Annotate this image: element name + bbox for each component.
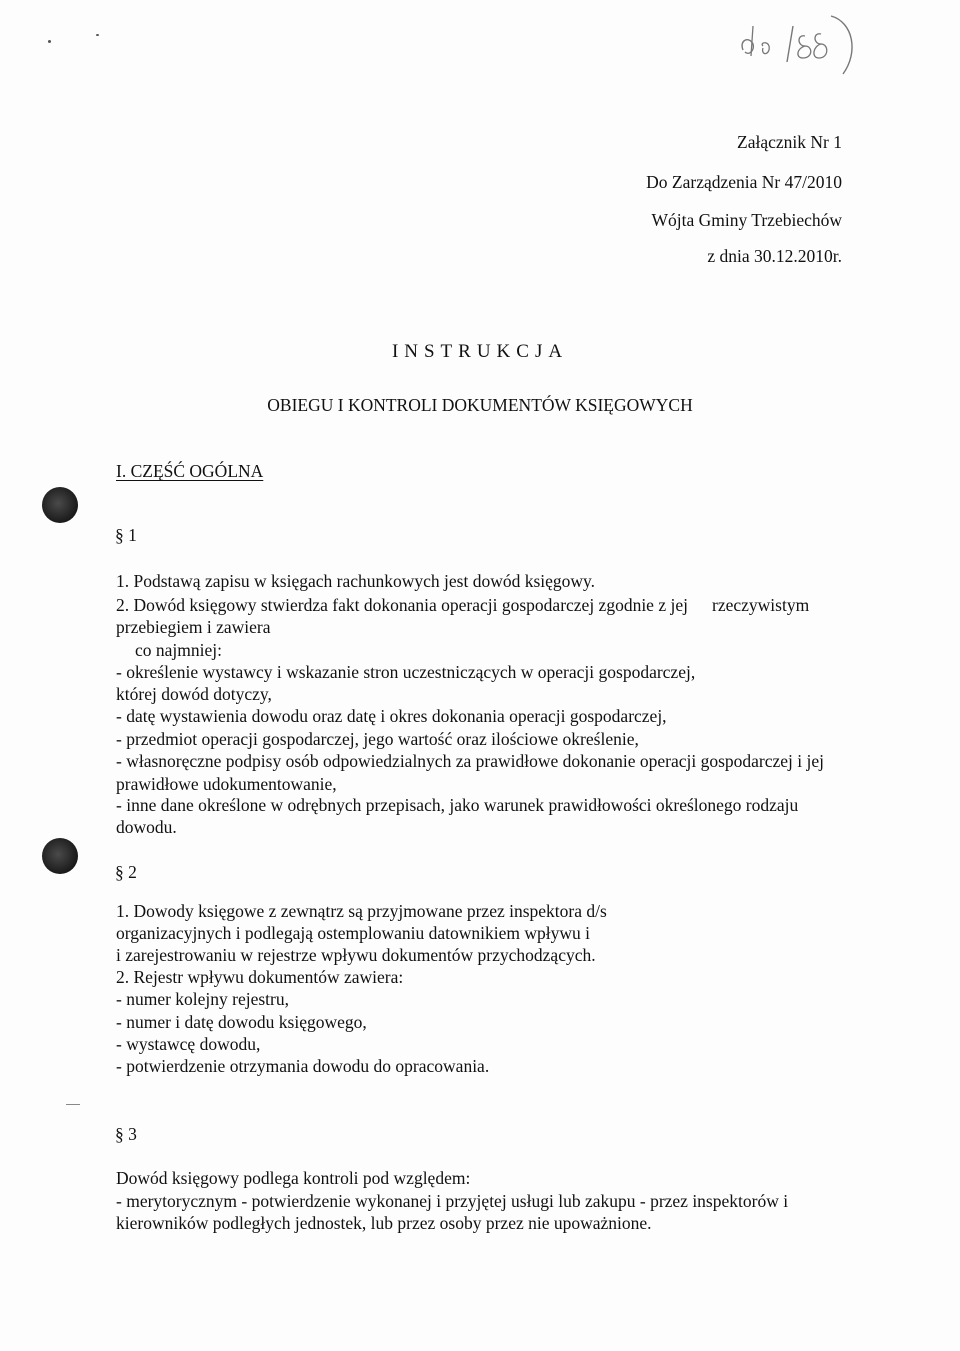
punch-hole (42, 487, 78, 523)
text-line: 1. Podstawą zapisu w księgach rachunkowych jest dowód księgowy. (116, 571, 596, 591)
document-title: INSTRUKCJA (391, 341, 569, 362)
scan-mark (66, 1104, 80, 1105)
text-line: co najmniej: (135, 640, 222, 660)
paragraph-sign: § 3 (115, 1124, 137, 1144)
paragraph-sign: § 2 (115, 862, 137, 882)
text-line: - określenie wystawcy i wskazanie stron uczestniczących w operacji gospodarczej, (116, 662, 696, 682)
text-line: - datę wystawienia dowodu oraz datę i okres dokonania operacji gospodarczej, (116, 706, 667, 726)
text-line: - merytorycznym - potwierdzenie wykonanej i przyjętej usługi lub zakupu - przez inspektorów i (116, 1191, 789, 1211)
text-line: - inne dane określone w odrębnych przepisach, jako warunek prawidłowości określonego rodzaju (116, 795, 799, 815)
text-line: 1. Dowody księgowe z zewnątrz są przyjmowane przez inspektora d/s (116, 901, 607, 921)
annex-line: Do Zarządzenia Nr 47/2010 (646, 172, 842, 192)
section-heading: I. CZĘŚĆ OGÓLNA (116, 461, 264, 481)
annex-line: Załącznik Nr 1 (737, 132, 842, 152)
annex-line: Wójta Gminy Trzebiechów (651, 210, 842, 230)
text-line: rzeczywistym (712, 595, 810, 615)
text-line: organizacyjnych i podlegają ostemplowaniu datownikiem wpływu i (116, 923, 591, 943)
text-line: Dowód księgowy podlega kontroli pod względem: (116, 1168, 471, 1188)
text-line: i zarejestrowaniu w rejestrze wpływu dokumentów przychodzących. (116, 945, 596, 965)
paragraph-sign: § 1 (115, 525, 137, 545)
punch-hole (42, 838, 78, 874)
text-line: - własnoręczne podpisy osób odpowiedzialnych za prawidłowe dokonanie operacji gospodarczej i jej (116, 751, 825, 771)
text-line: - numer i datę dowodu księgowego, (116, 1012, 367, 1032)
text-line: - numer kolejny rejestru, (116, 989, 290, 1009)
text-line: przebiegiem i zawiera (116, 617, 271, 637)
text-line: której dowód dotyczy, (116, 684, 272, 704)
text-line: - wystawcę dowodu, (116, 1034, 261, 1054)
text-line: - przedmiot operacji gospodarczej, jego wartość oraz ilościowe określenie, (116, 729, 639, 749)
text-line: 2. Rejestr wpływu dokumentów zawiera: (116, 967, 404, 987)
handwritten-note-text: do 188 (735, 12, 738, 13)
scan-speck (96, 34, 99, 36)
annex-line: z dnia 30.12.2010r. (707, 246, 842, 266)
text-line: dowodu. (116, 817, 177, 837)
scan-speck (48, 40, 51, 43)
handwritten-note-mark (735, 12, 865, 82)
text-line: - potwierdzenie otrzymania dowodu do opracowania. (116, 1056, 490, 1076)
text-line: kierowników podległych jednostek, lub przez osoby przez nie upoważnione. (116, 1213, 652, 1233)
text-line: prawidłowe udokumentowanie, (116, 774, 337, 794)
text-line: 2. Dowód księgowy stwierdza fakt dokonania operacji gospodarczej zgodnie z jej (116, 595, 688, 615)
document-subtitle: OBIEGU I KONTROLI DOKUMENTÓW KSIĘGOWYCH (267, 395, 693, 415)
